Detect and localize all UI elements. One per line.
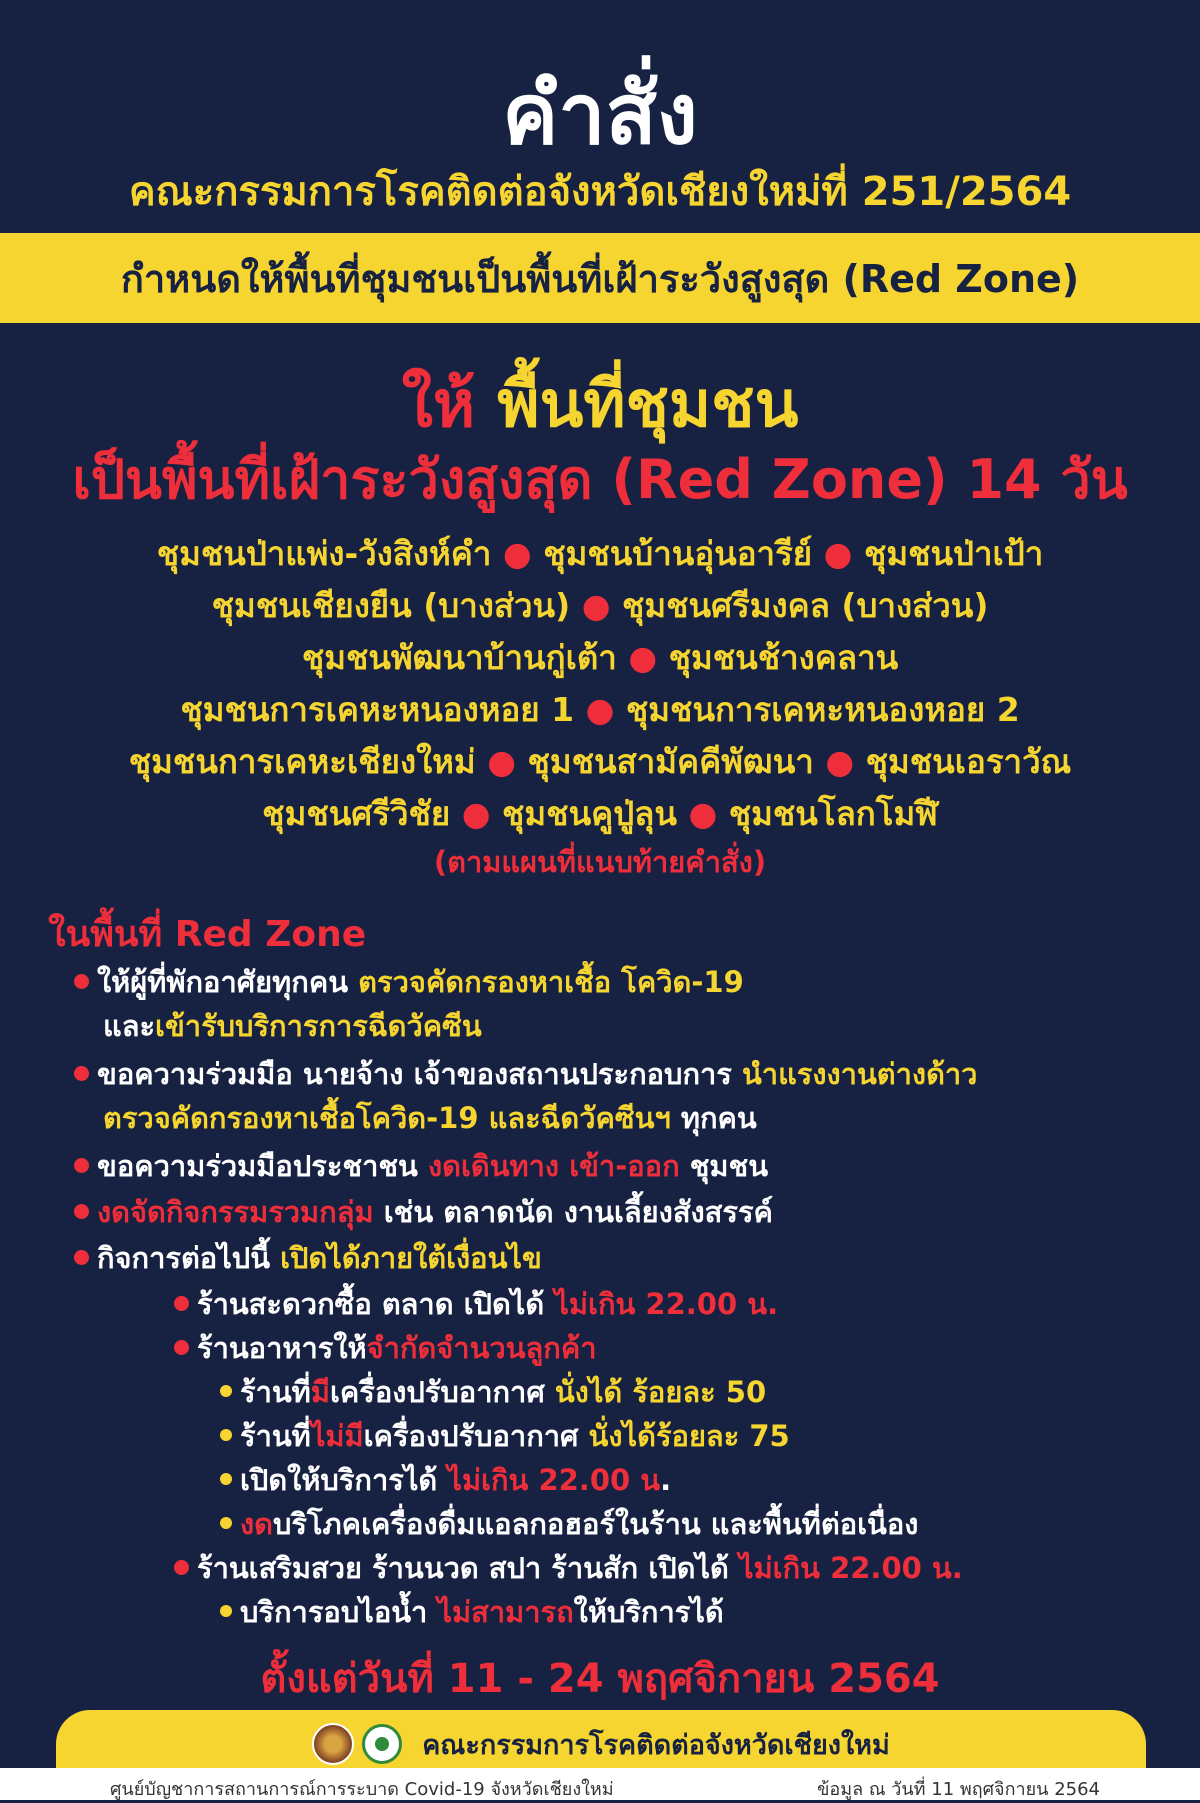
data-date: ข้อมูล ณ วันที่ 11 พฤศจิกายน 2564 <box>817 1779 1100 1800</box>
rule-item <box>74 1146 768 1186</box>
community-item: ชุมชนป่าเป้า <box>863 534 1044 573</box>
rule-text: บริโภคเครื่องดื่มแอลกอฮอร์ในร้าน และพื้นที่ต่อเนื่อง <box>273 1507 919 1541</box>
community-row <box>30 632 1170 684</box>
rule-highlight: นั่งได้ ร้อยละ 50 <box>554 1375 767 1409</box>
effective-dates: ตั้งแต่วันที่ 11 - 24 พฤศจิกายน 2564 <box>260 1656 940 1702</box>
rule-text: ให้บริการได้ <box>573 1595 724 1629</box>
page-title: คำสั่ง <box>502 65 698 163</box>
rule-text: ร้านเสริมสวย ร้านนวด สปา ร้านสัก เปิดได้ <box>197 1551 739 1585</box>
community-item: ชุมชนป่าแพ่ง-วังสิงห์คำ <box>156 534 492 573</box>
rule-text: ขอความร่วมมือประชาชน <box>97 1149 428 1183</box>
rule-continuation <box>103 1006 482 1046</box>
rule-text: กิจการต่อไปนี้ <box>97 1241 281 1275</box>
source-center: ศูนย์บัญชาการสถานการณ์การระบาด Covid-19 จังหวัดเชียงใหม่ <box>110 1779 614 1800</box>
rule-highlight: ไม่เกิน 22.00 น. <box>554 1287 779 1321</box>
separator-dot-icon: ● <box>628 638 658 677</box>
headline-red-zone: เป็นพื้นที่เฝ้าระวังสูงสุด (Red Zone) 14 วัน <box>72 448 1128 511</box>
community-row <box>30 736 1170 788</box>
bullet-icon <box>220 1429 232 1441</box>
rule-highlight: ไม่มี <box>310 1419 364 1453</box>
community-item: ชุมชนสามัคคีพัฒนา <box>527 742 814 781</box>
community-row <box>30 684 1170 736</box>
separator-dot-icon: ● <box>823 534 853 573</box>
community-row <box>30 528 1170 580</box>
separator-dot-icon: ● <box>487 742 516 781</box>
rule-text: . <box>660 1463 672 1497</box>
rule-text: ทุกคน <box>670 1101 757 1135</box>
rule-highlight: มี <box>310 1375 330 1409</box>
rule-text: เช่น ตลาดนัด งานเลี้ยงสังสรรค์ <box>373 1195 773 1229</box>
rule-text: ร้านอาหารให้ <box>197 1331 367 1365</box>
map-note: (ตามแผนที่แนบท้ายคำสั่ง) <box>433 845 767 879</box>
community-list <box>30 528 1170 884</box>
footer-org: คณะกรรมการโรคติดต่อจังหวัดเชียงใหม่ <box>422 1729 890 1761</box>
sub-rule-item <box>174 1284 778 1324</box>
headline-area <box>0 370 1200 440</box>
rule-text: ชุมชน <box>679 1149 769 1183</box>
health-ministry-logo-icon <box>362 1724 402 1764</box>
rule-continuation <box>103 1098 757 1138</box>
rule-text: เปิดให้บริการได้ <box>240 1463 448 1497</box>
bullet-icon <box>174 1560 189 1575</box>
banner-text: กำหนดให้พื้นที่ชุมชนเป็นพื้นที่เฝ้าระวังสูงสุด (Red Zone) <box>120 256 1080 301</box>
rule-text: ร้านสะดวกซื้อ ตลาด เปิดได้ <box>197 1287 555 1321</box>
community-item: ชุมชนการเคหะเชียงใหม่ <box>128 742 476 781</box>
rule-highlight: นั่งได้ร้อยละ 75 <box>588 1419 790 1453</box>
community-item: ชุมชนคูปู่ลุน <box>502 794 677 833</box>
rule-text: ร้านที่ <box>240 1375 311 1409</box>
rule-text: ร้านที่ <box>240 1419 311 1453</box>
separator-dot-icon: ● <box>585 690 615 729</box>
separator-dot-icon: ● <box>825 742 855 781</box>
sub-rule-item <box>174 1328 597 1368</box>
rule-text: บริการอบไอน้ำ <box>240 1595 438 1629</box>
rule-text: และ <box>103 1009 156 1043</box>
banner <box>0 233 1200 323</box>
separator-dot-icon: ● <box>502 534 532 573</box>
rule-highlight: งด <box>240 1507 273 1541</box>
rule-highlight: งดเดินทาง เข้า-ออก <box>427 1149 680 1183</box>
rule-text: ขอความร่วมมือ นายจ้าง เจ้าของสถานประกอบการ <box>97 1057 742 1091</box>
order-subtitle: คณะกรรมการโรคติดต่อจังหวัดเชียงใหม่ที่ 251/2564 <box>128 169 1072 215</box>
community-item: ชุมชนศรีวิชัย <box>262 794 451 833</box>
bullet-icon <box>174 1340 189 1355</box>
community-item: ชุมชนการเคหะหนองหอย 1 <box>180 690 575 729</box>
bullet-icon <box>174 1296 189 1311</box>
community-item: ชุมชนบ้านอุ่นอารีย์ <box>543 534 813 573</box>
rule-highlight: ตรวจคัดกรองหาเชื้อ โควิด-19 <box>358 965 744 999</box>
sub-rule-item <box>174 1548 963 1588</box>
red-zone-heading: ในพื้นที่ Red Zone <box>48 914 367 955</box>
rule-highlight: เข้ารับบริการการฉีดวัคซีน <box>155 1009 482 1043</box>
community-item: ชุมชนพัฒนาบ้านกู่เต้า <box>301 638 617 677</box>
source-bar <box>0 1768 1200 1800</box>
rule-highlight: ไม่เกิน 22.00 น <box>447 1463 661 1497</box>
sub-sub-rule-item <box>220 1416 790 1456</box>
rule-highlight: ไม่เกิน 22.00 น. <box>738 1551 963 1585</box>
headline-area-name: พื้นที่ชุมชน <box>497 368 799 442</box>
sub-sub-rule-item <box>220 1592 724 1632</box>
separator-dot-icon: ● <box>581 586 611 625</box>
bullet-icon <box>220 1385 232 1397</box>
sub-sub-rule-item <box>220 1460 671 1500</box>
sub-sub-rule-item <box>220 1372 766 1412</box>
bullet-icon <box>220 1517 232 1529</box>
rule-highlight: นำแรงงานต่างด้าว <box>741 1057 978 1091</box>
bullet-icon <box>74 1204 89 1219</box>
rule-highlight: ตรวจคัดกรองหาเชื้อโควิด-19 และฉีดวัคซีนฯ <box>103 1101 671 1135</box>
bullet-icon <box>74 974 89 989</box>
rule-highlight: จำกัดจำนวนลูกค้า <box>366 1331 597 1365</box>
bullet-icon <box>220 1473 232 1485</box>
bullet-icon <box>74 1250 89 1265</box>
community-row <box>30 580 1170 632</box>
rule-highlight: เปิดได้ภายใต้เงื่อนไข <box>280 1241 542 1275</box>
rule-item <box>74 1192 773 1232</box>
community-item: ชุมชนศรีมงคล (บางส่วน) <box>621 586 989 625</box>
separator-dot-icon: ● <box>688 794 718 833</box>
rule-text: ให้ผู้ที่พักอาศัยทุกคน <box>97 965 359 999</box>
community-item: ชุมชนช้างคลาน <box>668 638 899 677</box>
rule-highlight: ไม่สามารถ <box>437 1595 574 1629</box>
rule-text: เครื่องปรับอากาศ <box>329 1375 555 1409</box>
community-item: ชุมชนโลกโมฬี <box>728 794 938 833</box>
bullet-icon <box>220 1605 232 1617</box>
rule-text: เครื่องปรับอากาศ <box>363 1419 589 1453</box>
community-item: ชุมชนการเคหะหนองหอย 2 <box>625 690 1020 729</box>
province-seal-icon <box>312 1723 354 1765</box>
community-row <box>30 788 1170 840</box>
headline-give: ให้ <box>401 368 476 442</box>
rule-item <box>74 1238 542 1278</box>
community-item: ชุมชนเชียงยืน (บางส่วน) <box>211 586 571 625</box>
bullet-icon <box>74 1066 89 1081</box>
rule-item <box>74 962 744 1002</box>
community-item: ชุมชนเอราวัณ <box>865 742 1072 781</box>
bullet-icon <box>74 1158 89 1173</box>
sub-sub-rule-item <box>220 1504 918 1544</box>
rule-item <box>74 1054 977 1094</box>
separator-dot-icon: ● <box>461 794 491 833</box>
rule-highlight: งดจัดกิจกรรมรวมกลุ่ม <box>97 1195 374 1229</box>
